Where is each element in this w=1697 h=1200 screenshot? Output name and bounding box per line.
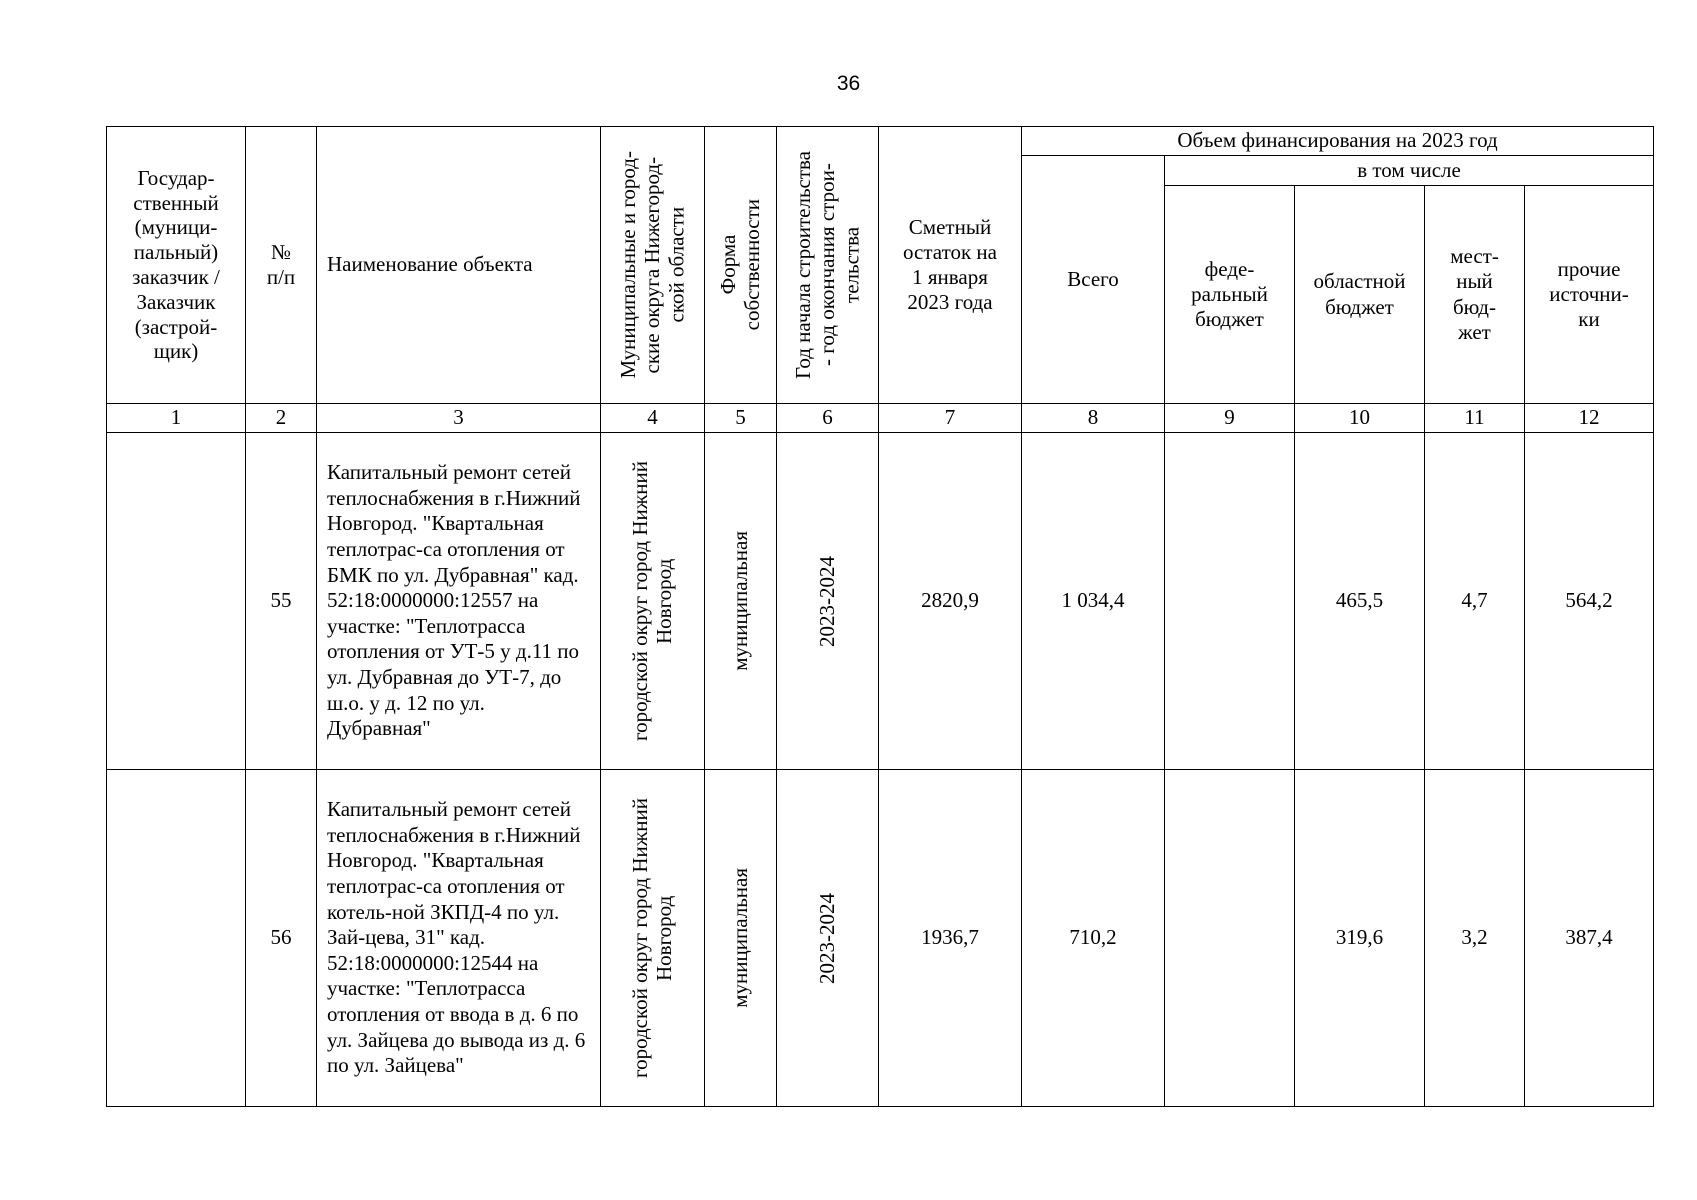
column-number: 4 <box>601 404 705 433</box>
column-number: 5 <box>705 404 777 433</box>
cell-estimated-balance: 2820,9 <box>879 433 1022 770</box>
cell-number: 56 <box>246 770 317 1107</box>
header-object-name: Наименование объекта <box>317 127 601 404</box>
column-numbers-row <box>107 404 1654 433</box>
header-number: № п/п <box>246 127 317 404</box>
column-number: 2 <box>246 404 317 433</box>
header-ownership: Форма собственности <box>705 127 777 404</box>
column-number: 8 <box>1022 404 1165 433</box>
cell-federal <box>1165 433 1295 770</box>
cell-regional: 319,6 <box>1295 770 1425 1107</box>
column-number: 3 <box>317 404 601 433</box>
cell-ownership: муниципальная <box>705 770 777 1107</box>
cell-local: 4,7 <box>1425 433 1525 770</box>
header-row-top <box>107 127 1654 156</box>
cell-municipality: городской округ город Нижний Новгород <box>601 433 705 770</box>
column-number: 7 <box>879 404 1022 433</box>
cell-municipality: городской округ город Нижний Новгород <box>601 770 705 1107</box>
column-number: 6 <box>777 404 879 433</box>
header-federal: феде- ральный бюджет <box>1165 186 1295 404</box>
cell-total: 1 034,4 <box>1022 433 1165 770</box>
page-number: 36 <box>836 72 861 95</box>
cell-customer <box>107 433 246 770</box>
header-regional: областной бюджет <box>1295 186 1425 404</box>
column-number: 1 <box>107 404 246 433</box>
header-customer: Государ- ственный (муници- пальный) заказчик / Заказчик (застрой- щик) <box>107 127 246 404</box>
table-row <box>107 433 1654 770</box>
header-financing: Объем финансирования на 2023 год <box>1022 127 1654 156</box>
cell-object-name: Капитальный ремонт сетей теплоснабжения в г.Нижний Новгород. "Квартальная теплотрас-са отопления от котель-ной ЗКПД-4 по ул. Зай-цева, 31" кад. 52:18:0000000:12544 на участке: "Теплотрасса отопления от ввода в д. 6 по ул. Зайцева до вывода из д. 6 по ул. Зайцева" <box>317 770 601 1107</box>
cell-local: 3,2 <box>1425 770 1525 1107</box>
column-number: 12 <box>1525 404 1654 433</box>
header-total: Всего <box>1022 156 1165 404</box>
cell-customer <box>107 770 246 1107</box>
header-years: Год начала строительства - год окончания строи- тельства <box>777 127 879 404</box>
cell-total: 710,2 <box>1022 770 1165 1107</box>
financing-table <box>106 126 1654 1107</box>
header-local: мест- ный бюд- жет <box>1425 186 1525 404</box>
cell-years: 2023-2024 <box>777 433 879 770</box>
column-number: 9 <box>1165 404 1295 433</box>
cell-regional: 465,5 <box>1295 433 1425 770</box>
header-other: прочие источни- ки <box>1525 186 1654 404</box>
cell-years: 2023-2024 <box>777 770 879 1107</box>
header-including: в том числе <box>1165 156 1654 186</box>
table-row <box>107 770 1654 1107</box>
column-number: 10 <box>1295 404 1425 433</box>
cell-object-name: Капитальный ремонт сетей теплоснабжения в г.Нижний Новгород. "Квартальная теплотрас-са отопления от БМК по ул. Дубравная" кад. 52:18:0000000:12557 на участке: "Теплотрасса отопления от УТ-5 у д.11 по ул. Дубравная до УТ-7, до ш.о. у д. 12 по ул. Дубравная" <box>317 433 601 770</box>
cell-ownership: муниципальная <box>705 433 777 770</box>
cell-estimated-balance: 1936,7 <box>879 770 1022 1107</box>
cell-number: 55 <box>246 433 317 770</box>
cell-other: 387,4 <box>1525 770 1654 1107</box>
header-estimated-balance: Сметный остаток на 1 января 2023 года <box>879 127 1022 404</box>
cell-other: 564,2 <box>1525 433 1654 770</box>
cell-federal <box>1165 770 1295 1107</box>
column-number: 11 <box>1425 404 1525 433</box>
header-municipality: Муниципальные и город- ские округа Нижегород- ской области <box>601 127 705 404</box>
